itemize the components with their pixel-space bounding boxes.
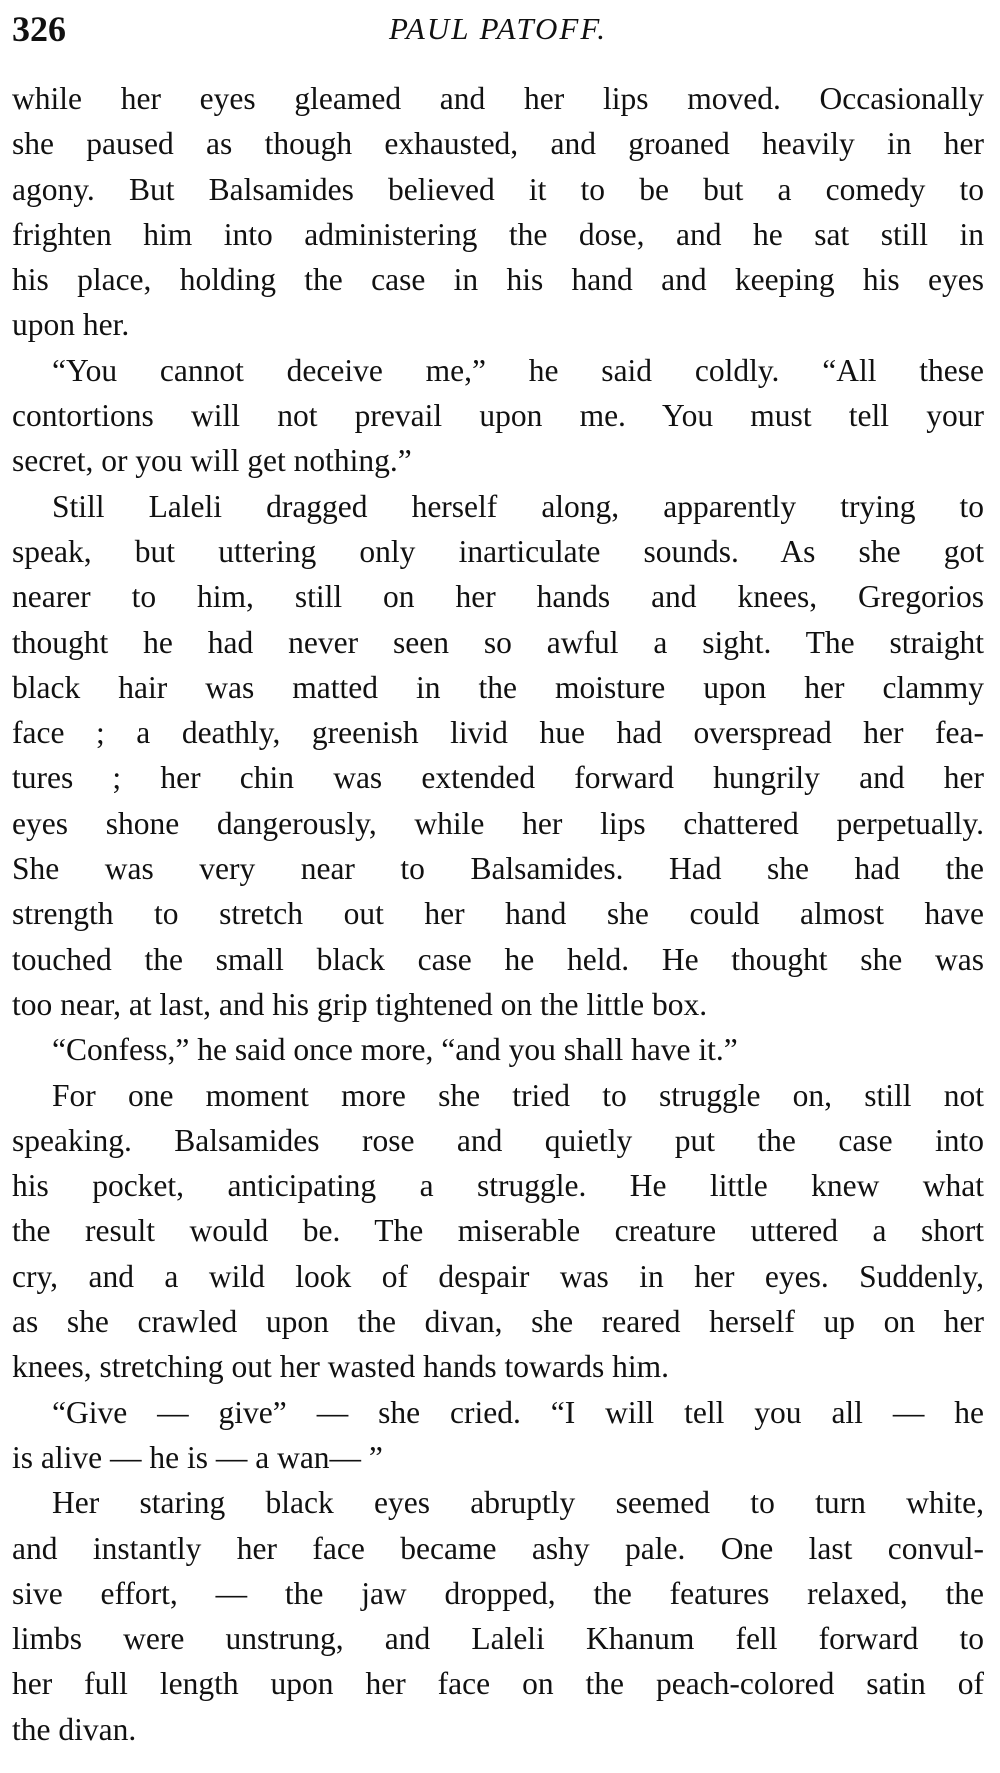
text-line: and instantly her face became ashy pale. One last convul- (12, 1530, 984, 1566)
text-line: the result would be. The miserable creature uttered a short (12, 1213, 984, 1249)
running-title: PAUL PATOFF. (388, 11, 608, 46)
text-line: cry, and a wild look of despair was in her eyes. Suddenly, (12, 1258, 984, 1294)
text-line: “Give — give” — she cried. “I will tell you all — he (52, 1394, 984, 1430)
text-line: his place, holding the case in his hand and keeping his eyes (12, 262, 984, 298)
text-line: thought he had never seen so awful a sight. The straight (12, 624, 984, 660)
text-line: while her eyes gleamed and her lips moved. Occasionally (12, 81, 984, 116)
text-line: “Confess,” he said once more, “and you shall have it.” (52, 1032, 738, 1068)
text-line: too near, at last, and his grip tightened on the little box. (12, 986, 708, 1022)
paragraph (12, 1073, 984, 1390)
text-line: she paused as though exhausted, and groaned heavily in her (12, 126, 984, 162)
paragraph (12, 1390, 984, 1481)
text-line: speaking. Balsamides rose and quietly put the case into (12, 1122, 984, 1158)
paragraph (12, 1480, 984, 1752)
text-line: as she crawled upon the divan, she reared herself up on her (12, 1304, 984, 1340)
text-line: knees, stretching out her wasted hands towards him. (12, 1349, 669, 1385)
paragraph (12, 1027, 984, 1072)
body-text (12, 76, 984, 1752)
paragraph (12, 76, 984, 348)
text-line: nearer to him, still on her hands and knees, Gregorios (12, 579, 984, 615)
text-line: Still Laleli dragged herself along, apparently trying to (52, 488, 984, 524)
text-line: She was very near to Balsamides. Had she had the (12, 851, 984, 887)
text-line: secret, or you will get nothing.” (12, 443, 412, 479)
text-line: black hair was matted in the moisture upon her clammy (12, 669, 984, 705)
page-header (12, 4, 984, 54)
text-line: limbs were unstrung, and Laleli Khanum fell forward to (12, 1621, 984, 1657)
text-line: Her staring black eyes abruptly seemed to turn white, (52, 1485, 984, 1521)
text-line: eyes shone dangerously, while her lips chattered perpetually. (12, 805, 984, 841)
paragraph (12, 348, 984, 484)
text-line: “You cannot deceive me,” he said coldly. “All these (52, 352, 984, 388)
text-line: upon her. (12, 307, 130, 343)
text-line: face ; a deathly, greenish livid hue had overspread her fea- (12, 715, 984, 751)
page-number: 326 (12, 9, 66, 49)
text-line: his pocket, anticipating a struggle. He little knew what (12, 1168, 984, 1204)
text-line: touched the small black case he held. He thought she was (12, 941, 984, 977)
paragraph (12, 484, 984, 1028)
text-line: contortions will not prevail upon me. You must tell your (12, 398, 984, 434)
text-line: the divan. (12, 1711, 137, 1747)
text-line: strength to stretch out her hand she could almost have (12, 896, 984, 932)
text-line: is alive — he is — a wan— ” (12, 1439, 383, 1475)
text-line: For one moment more she tried to struggle on, still not (52, 1077, 984, 1113)
text-line: speak, but uttering only inarticulate sounds. As she got (12, 533, 984, 569)
text-line: sive effort, — the jaw dropped, the features relaxed, the (12, 1575, 984, 1611)
text-line: agony. But Balsamides believed it to be but a comedy to (12, 171, 984, 207)
text-line: her full length upon her face on the peach-colored satin of (12, 1666, 984, 1702)
text-line: frighten him into administering the dose, and he sat still in (12, 216, 984, 252)
text-line: tures ; her chin was extended forward hungrily and her (12, 760, 984, 796)
